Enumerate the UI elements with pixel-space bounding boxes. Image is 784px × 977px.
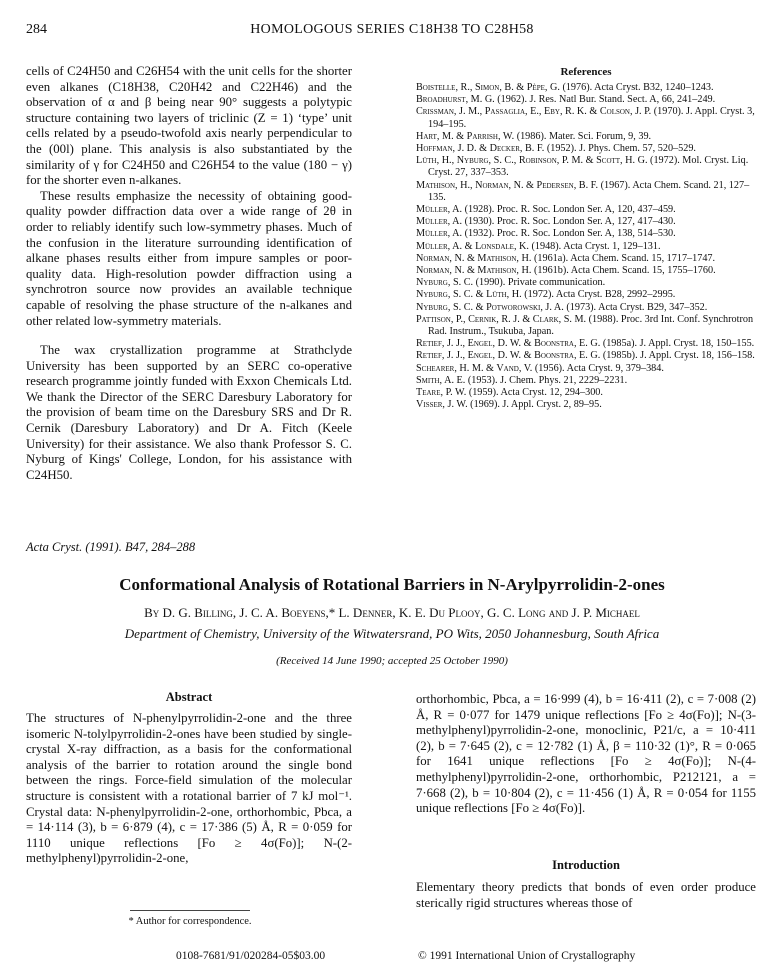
reference-details: (1961a). Acta Chem. Scand. 15, 1717–1747. xyxy=(533,252,716,264)
copyright: © 1991 International Union of Crystallography xyxy=(418,950,636,962)
reference-authors: Mathison, H., Norman, N. & Pedersen, B. F. xyxy=(416,179,601,191)
reference-item xyxy=(416,338,760,350)
introduction-heading: Introduction xyxy=(552,858,620,872)
footnote-rule xyxy=(130,910,250,911)
reference-details: (1959). Acta Cryst. 12, 294–300. xyxy=(468,387,603,399)
reference-details: (1970). J. Appl. Cryst. 3, 194–195. xyxy=(428,106,755,130)
introduction-paragraph: Elementary theory predicts that bonds of even order produce sterically rigid structures whereas those of xyxy=(416,880,756,910)
reference-item xyxy=(416,82,760,94)
issn-code: 0108-7681/91/020284-05$03.00 xyxy=(176,950,326,962)
reference-details: (1953). J. Chem. Phys. 21, 2229–2231. xyxy=(467,374,628,386)
reference-item xyxy=(416,241,760,253)
reference-item xyxy=(416,228,760,240)
reference-item xyxy=(416,155,760,179)
article-authors: By D. G. Billing, J. C. A. Boeyens,* L. Denner, K. E. Du Plooy, G. C. Long and J. P. Michael xyxy=(144,605,640,620)
reference-item xyxy=(416,106,760,130)
reference-authors: Visser, J. W. xyxy=(416,399,471,411)
reference-details: (1985b). J. Appl. Cryst. 18, 156–158. xyxy=(602,350,755,362)
reference-authors: Lüth, H., Nyburg, S. C., Robinson, P. M. & Scott, H. G. xyxy=(416,155,651,167)
article-title: Conformational Analysis of Rotational Barriers in N-Arylpyrrolidin-2-ones xyxy=(119,575,665,594)
reference-item xyxy=(416,399,760,411)
reference-details: (1976). Acta Cryst. B32, 1240–1243. xyxy=(562,82,714,93)
reference-item xyxy=(416,265,760,277)
reference-details: (1972). Acta Cryst. B28, 2992–2995. xyxy=(524,289,676,301)
reference-authors: Hoffman, J. D. & Decker, B. F. xyxy=(416,143,547,155)
footnote: * Author for correspondence. xyxy=(128,916,252,927)
references-heading: References xyxy=(560,66,612,78)
reference-authors: Nyburg, S. C. & Lüth, H. xyxy=(416,289,525,301)
reference-authors: Pattison, P., Cernik, R. J. & Clark, S. M. xyxy=(416,313,589,325)
reference-authors: Nyburg, S. C. xyxy=(416,277,476,289)
paragraph-results-1: cells of C24H50 and C26H54 with the unit cells for the shorter even alkanes (C18H38, C20H42 and C22H46) and the observation of α and β being near 90° suggests a polytypic structure containing two layers of triclinic (Z = 1) ‘type’ unit cells related by a pseudo-twofold axis nearly perpendicular to the (00l) plane. This analysis is also substantiated by the similarity of γ for C24H50 and C26H54 to the value (180 − γ) for the shorter even n-alkanes. xyxy=(26,64,352,188)
reference-details: (1986). Mater. Sci. Forum, 9, 39. xyxy=(516,130,652,142)
reference-authors: Müller, A. xyxy=(416,204,465,216)
reference-item xyxy=(416,131,760,143)
reference-authors: Müller, A. & Lonsdale, K. xyxy=(416,240,532,252)
left-top-column xyxy=(26,64,352,483)
reference-item xyxy=(416,204,760,216)
reference-item xyxy=(416,350,760,362)
article-affiliation: Department of Chemistry, University of the Witwatersrand, PO Wits, 2050 Johannesburg, South Africa xyxy=(124,626,660,641)
reference-authors: Schearer, H. M. & Vand, V. xyxy=(416,362,535,374)
reference-details: (1990). Private communication. xyxy=(475,277,606,289)
reference-item xyxy=(416,289,760,301)
reference-details: (1930). Proc. R. Soc. London Ser. A, 127, 417–430. xyxy=(464,216,676,228)
reference-authors: Broadhurst, M. G. xyxy=(416,94,498,106)
reference-details: (1967). Acta Chem. Scand. 21, 127–135. xyxy=(428,179,750,203)
article-received-dates: (Received 14 June 1990; accepted 25 October 1990) xyxy=(276,655,508,667)
reference-details: (1985a). J. Appl. Cryst. 18, 150–155. xyxy=(602,338,755,350)
running-head: HOMOLOGOUS SERIES C18H38 TO C28H58 xyxy=(250,22,534,37)
reference-item xyxy=(416,180,760,204)
references-list xyxy=(416,82,760,411)
page-number: 284 xyxy=(26,22,47,37)
reference-details: (1972). Mol. Cryst. Liq. Cryst. 27, 337–353. xyxy=(428,155,749,179)
reference-item xyxy=(416,253,760,265)
abstract-text-left xyxy=(26,711,352,867)
reference-authors: Müller, A. xyxy=(416,228,465,240)
reference-details: (1948). Acta Cryst. 1, 129–131. xyxy=(531,240,661,252)
reference-item xyxy=(416,216,760,228)
reference-details: (1961b). Acta Chem. Scand. 15, 1755–1760. xyxy=(533,265,716,277)
reference-item xyxy=(416,375,760,387)
reference-details: (1969). J. Appl. Cryst. 2, 89–95. xyxy=(470,399,602,411)
reference-authors: Retief, J. J., Engel, D. W. & Boonstra, E. G. xyxy=(416,338,603,350)
article-citation: Acta Cryst. (1991). B47, 284–288 xyxy=(26,540,196,554)
reference-details: (1932). Proc. R. Soc. London Ser. A, 138, 514–530. xyxy=(464,228,676,240)
reference-item xyxy=(416,302,760,314)
reference-authors: Boistelle, R., Simon, B. & Pèpe, G. xyxy=(416,82,563,93)
reference-details: (1973). Acta Cryst. B29, 347–352. xyxy=(566,301,708,313)
reference-authors: Norman, N. & Mathison, H. xyxy=(416,252,534,264)
paragraph-results-2: These results emphasize the necessity of obtaining good-quality powder diffraction data over a wide range of 2θ in order to reliably identify such low-symmetry phases. Much of the confusion in the literature surrounding identification of alkane phases results either from impure samples or poor-quality data. High-resolution powder diffraction using a synchrotron source now provides an available technique capable of resolving the phase structure of the n-alkanes and other related low-symmetry materials. xyxy=(26,188,352,328)
abstract-paragraph-right: orthorhombic, Pbca, a = 16·999 (4), b = 16·411 (2), c = 7·008 (2) Å, R = 0·077 for 1479 unique reflections [Fo ≥ 4σ(Fo)]; N-(3-methylphenyl)pyrrolidin-2-one, monoclinic, P21/c, a = 10·411 (2), b = 7·645 (2), c = 12·782 (1) Å, β = 110·32 (1)°, R = 0·065 for 1641 unique reflections [Fo ≥ 4σ(Fo)]; N-(4-methylphenyl)pyrrolidin-2-one, orthorhombic, P212121, a = 7·668 (2), b = 10·804 (2), c = 11·456 (1) Å, R = 0·054 for 1155 unique reflections [Fo ≥ 4σ(Fo)]. xyxy=(416,692,756,816)
reference-authors: Nyburg, S. C. & Potworowski, J. A. xyxy=(416,301,567,313)
reference-item xyxy=(416,143,760,155)
reference-details: (1988). Proc. 3rd Int. Conf. Synchrotron Rad. Instrum., Tsukuba, Japan. xyxy=(428,313,754,338)
reference-authors: Retief, J. J., Engel, D. W. & Boonstra, E. G. xyxy=(416,350,603,362)
reference-authors: Smith, A. E. xyxy=(416,374,468,386)
reference-item xyxy=(416,314,760,338)
reference-details: (1952). J. Phys. Chem. 57, 520–529. xyxy=(546,143,696,155)
reference-item xyxy=(416,94,760,106)
reference-details: (1956). Acta Cryst. 9, 379–384. xyxy=(534,362,664,374)
reference-item xyxy=(416,387,760,399)
reference-details: (1928). Proc. R. Soc. London Ser. A, 120, 437–459. xyxy=(464,204,676,216)
reference-authors: Teare, P. W. xyxy=(416,387,469,399)
abstract-heading: Abstract xyxy=(165,690,213,704)
reference-authors: Crissman, J. M., Passaglia, E., Eby, R. K. & Colson, J. P. xyxy=(416,106,654,118)
reference-authors: Hart, M. & Parrish, W. xyxy=(416,130,517,142)
reference-item xyxy=(416,363,760,375)
abstract-text-right xyxy=(416,692,756,817)
reference-details: (1962). J. Res. Natl Bur. Stand. Sect. A, 66, 241–249. xyxy=(497,94,716,106)
reference-authors: Norman, N. & Mathison, H. xyxy=(416,265,534,277)
reference-authors: Müller, A. xyxy=(416,216,465,228)
introduction-text xyxy=(416,880,756,911)
reference-item xyxy=(416,277,760,289)
paragraph-acknowledgements: The wax crystallization programme at Strathclyde University has been supported by an SERC co-operative research programme jointly funded with Exxon Chemicals Ltd. We thank the Director of the SERC Daresbury Laboratory for the provision of beam time on the Daresbury SRS and Dr R. Cernik (Daresbury Laboratory) and Dr A. Fitch (Keele University) for their assistance. We also thank Professor S. C. Nyburg of Kings' College, London, for his assistance with C24H50. xyxy=(26,343,352,482)
abstract-paragraph-left: The structures of N-phenylpyrrolidin-2-one and the three isomeric N-tolylpyrrolidin-2-ones have been studied by single-crystal X-ray diffraction, as a basis for the conformational analysis of the barrier to rotation around the single bond between the rings. Force-field simulation of the molecular structure is consistent with a rotational barrier of 7 kJ mol⁻¹. Crystal data: N-phenylpyrrolidin-2-one, orthorhombic, Pbca, a = 14·114 (3), b = 6·879 (4), c = 17·386 (5) Å, R = 0·059 for 1110 unique reflections [Fo ≥ 4σ(Fo)]; N-(2-methylphenyl)pyrrolidin-2-one, xyxy=(26,711,352,866)
